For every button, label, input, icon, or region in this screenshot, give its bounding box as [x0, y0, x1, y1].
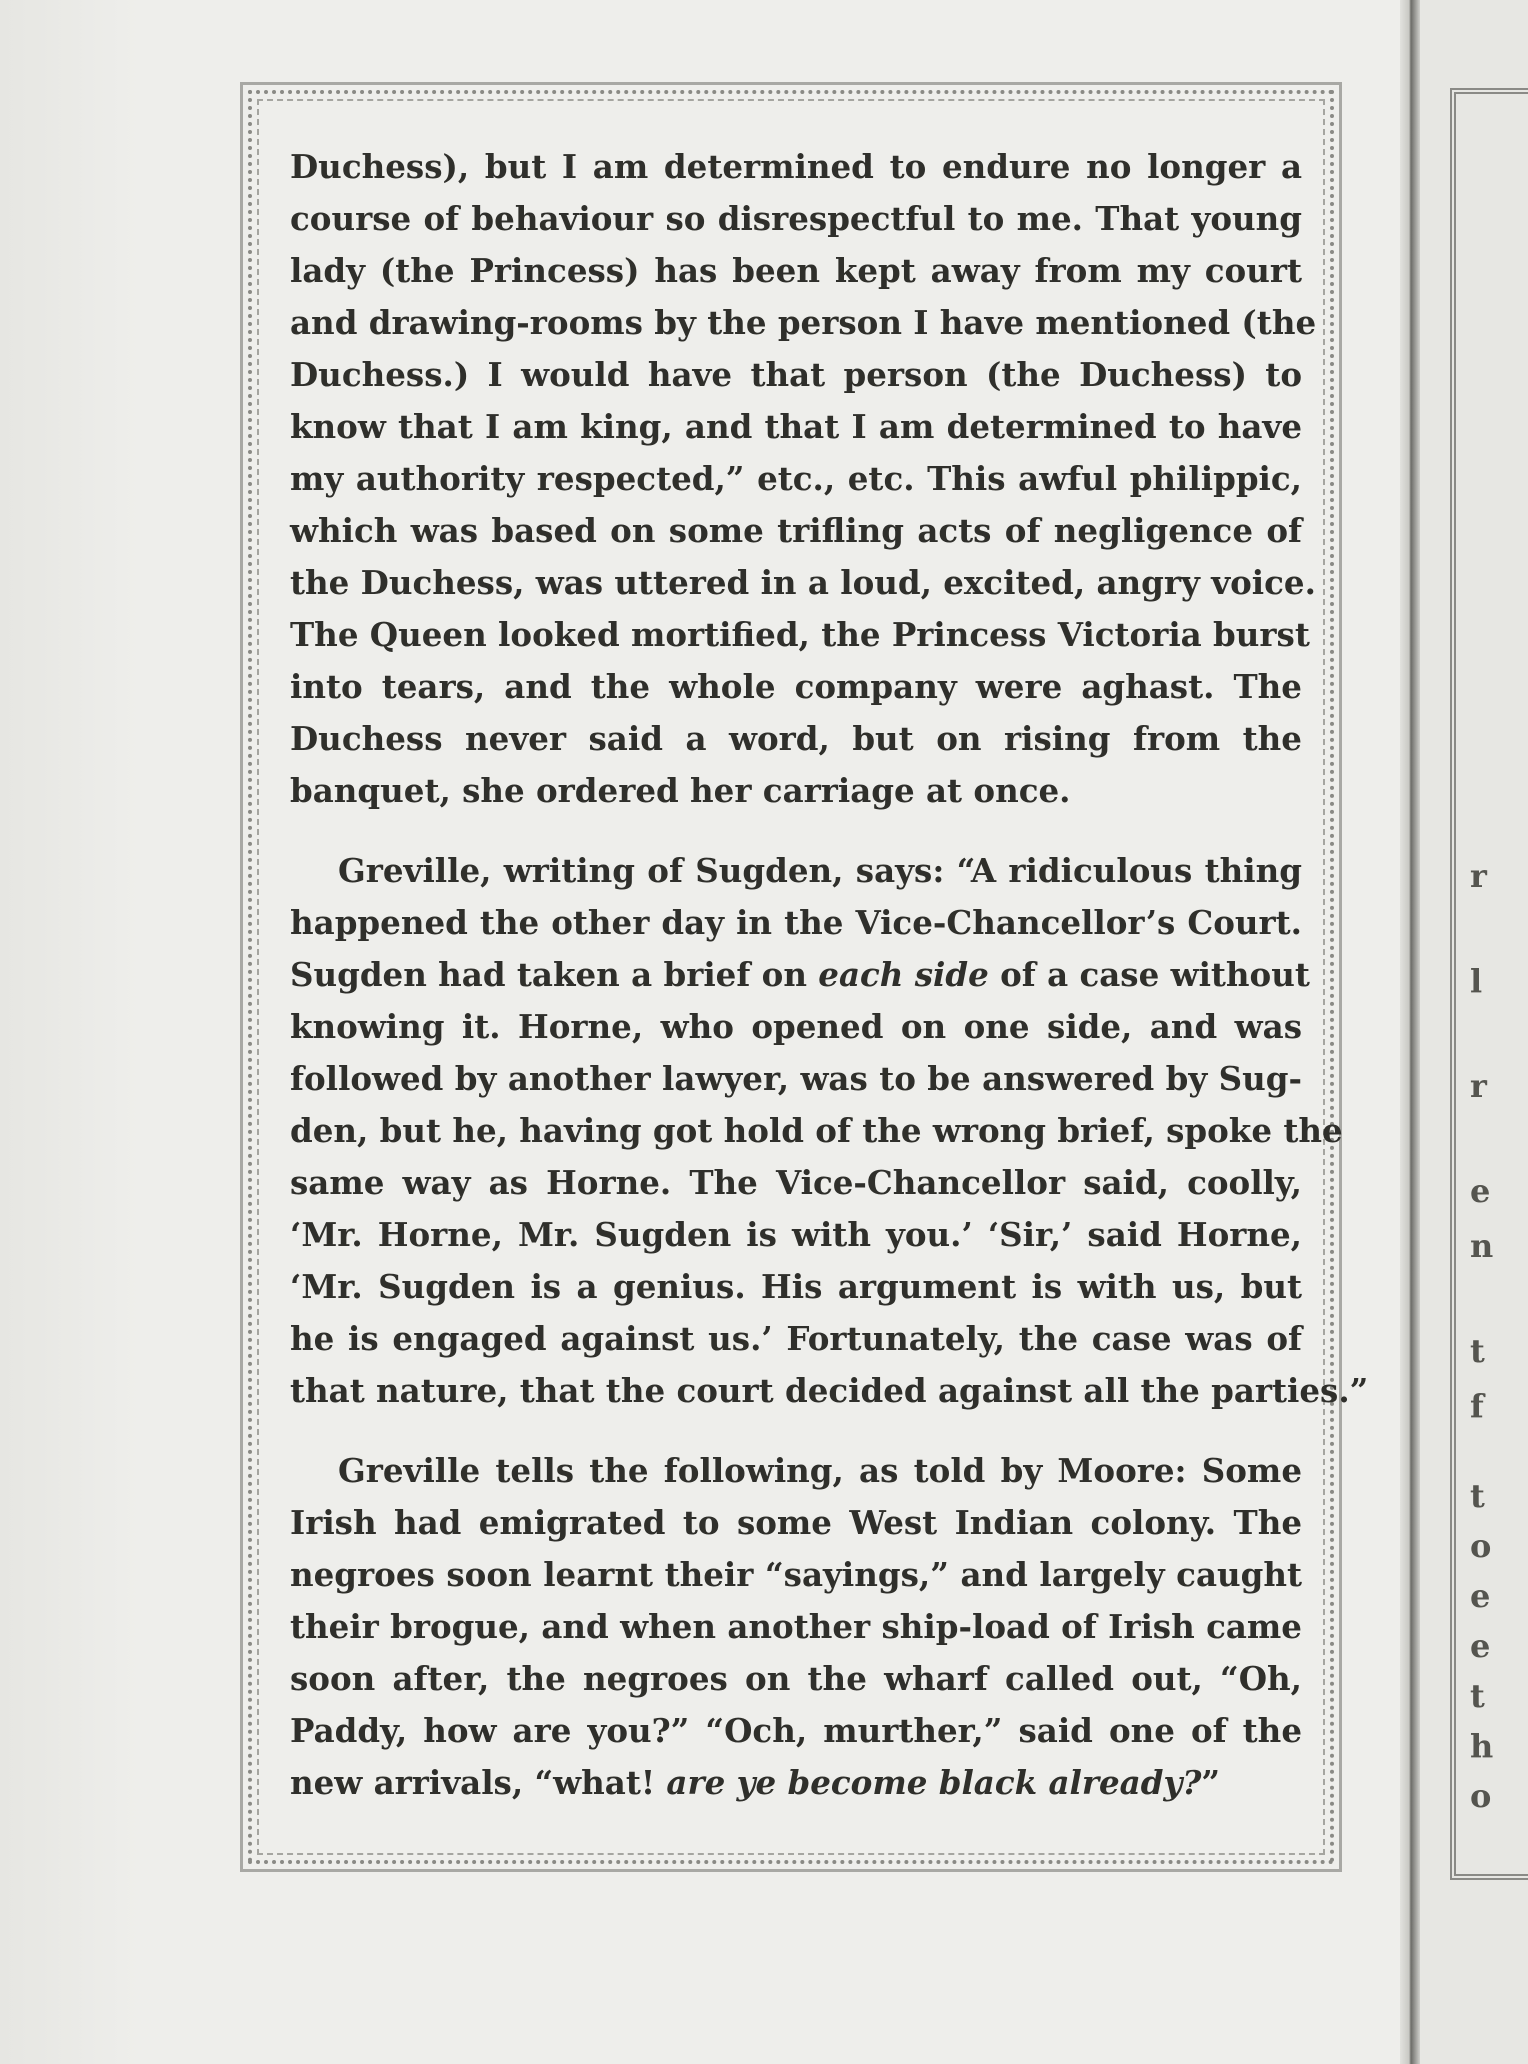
next-page-fragment: t	[1470, 1677, 1485, 1715]
text-line	[290, 949, 1310, 1001]
paragraph-3	[290, 1445, 1302, 1809]
text-line: course of behaviour so disrespectful to me. That young	[290, 199, 1302, 238]
text-run: of a case without	[988, 955, 1310, 994]
book-gutter	[1400, 0, 1420, 2064]
text-line: negroes soon learnt their “sayings,” and largely caught	[290, 1555, 1302, 1594]
text-line: lady (the Princess) has been kept away from my court	[290, 251, 1302, 290]
next-page-fragment: e	[1470, 1172, 1491, 1210]
text-line: their brogue, and when another ship-load of Irish came	[290, 1607, 1302, 1646]
paragraph-2	[290, 845, 1369, 1417]
next-page-fragment: o	[1470, 1527, 1492, 1565]
text-line: that nature, that the court decided against all the parties.”	[290, 1371, 1369, 1410]
next-page-edge	[1420, 0, 1528, 2064]
text-line: the Duchess, was uttered in a loud, excited, angry voice.	[290, 563, 1316, 602]
italic-text: are ye become black already?	[666, 1763, 1202, 1802]
text-line	[290, 1757, 1302, 1809]
text-line: know that I am king, and that I am determined to have	[290, 407, 1302, 446]
paragraph-gap	[290, 817, 1302, 845]
next-page-fragment: r	[1470, 857, 1487, 895]
text-line: ‘Mr. Sugden is a genius. His argument is with us, but	[290, 1267, 1302, 1306]
next-page-fragment: e	[1470, 1627, 1491, 1665]
text-line: Greville tells the following, as told by Moore: Some	[338, 1451, 1302, 1490]
text-line: into tears, and the whole company were aghast. The	[290, 667, 1302, 706]
paragraph-gap	[290, 1417, 1302, 1445]
ornamental-border-frame	[240, 82, 1369, 1872]
text-line: he is engaged against us.’ Fortunately, the case was of	[290, 1319, 1302, 1358]
text-line: Paddy, how are you?” “Och, murther,” said one of the	[290, 1711, 1302, 1750]
text-run: new arrivals, “what!	[290, 1763, 667, 1802]
page-margin	[0, 0, 140, 2064]
text-run: ”	[1201, 1763, 1221, 1802]
next-page-fragment: e	[1470, 1577, 1491, 1615]
next-page-fragment: t	[1470, 1477, 1485, 1515]
next-page-fragment: h	[1470, 1727, 1494, 1765]
text-line: Irish had emigrated to some West Indian colony. The	[290, 1503, 1302, 1542]
text-line: ‘Mr. Horne, Mr. Sugden is with you.’ ‘Sir,’ said Horne,	[290, 1215, 1302, 1254]
text-line: same way as Horne. The Vice-Chancellor said, coolly,	[290, 1163, 1302, 1202]
next-page-fragment: l	[1470, 962, 1483, 1000]
text-line: happened the other day in the Vice-Chancellor’s Court.	[290, 903, 1302, 942]
text-line: soon after, the negroes on the wharf called out, “Oh,	[290, 1659, 1302, 1698]
paragraph-1	[290, 141, 1317, 817]
text-line: my authority respected,” etc., etc. This awful philippic,	[290, 459, 1302, 498]
text-run: Sugden had taken a brief on	[290, 955, 819, 994]
text-line: Greville, writing of Sugden, says: “A ridiculous thing	[338, 851, 1302, 890]
text-line: Duchess), but I am determined to endure no longer a	[290, 147, 1302, 186]
text-line: Duchess never said a word, but on rising from the	[290, 719, 1302, 758]
text-line: followed by another lawyer, was to be answered by Sug-	[290, 1059, 1302, 1098]
next-page-fragment: n	[1470, 1227, 1494, 1265]
next-page-fragment: o	[1470, 1777, 1492, 1815]
text-line: The Queen looked mortified, the Princess Victoria burst	[290, 615, 1310, 654]
text-line: banquet, she ordered her carriage at once.	[290, 771, 1071, 810]
text-line: which was based on some trifling acts of negligence of	[290, 511, 1302, 550]
text-line: and drawing-rooms by the person I have mentioned (the	[290, 303, 1317, 342]
text-line: Duchess.) I would have that person (the Duchess) to	[290, 355, 1302, 394]
next-page-fragment: f	[1470, 1387, 1484, 1425]
next-page-fragment: t	[1470, 1332, 1485, 1370]
text-line: den, but he, having got hold of the wrong brief, spoke the	[290, 1111, 1343, 1150]
next-page-fragment: r	[1470, 1067, 1487, 1105]
body-text	[290, 141, 1369, 1809]
italic-text: each side	[818, 955, 989, 994]
text-line: knowing it. Horne, who opened on one side, and was	[290, 1007, 1302, 1046]
